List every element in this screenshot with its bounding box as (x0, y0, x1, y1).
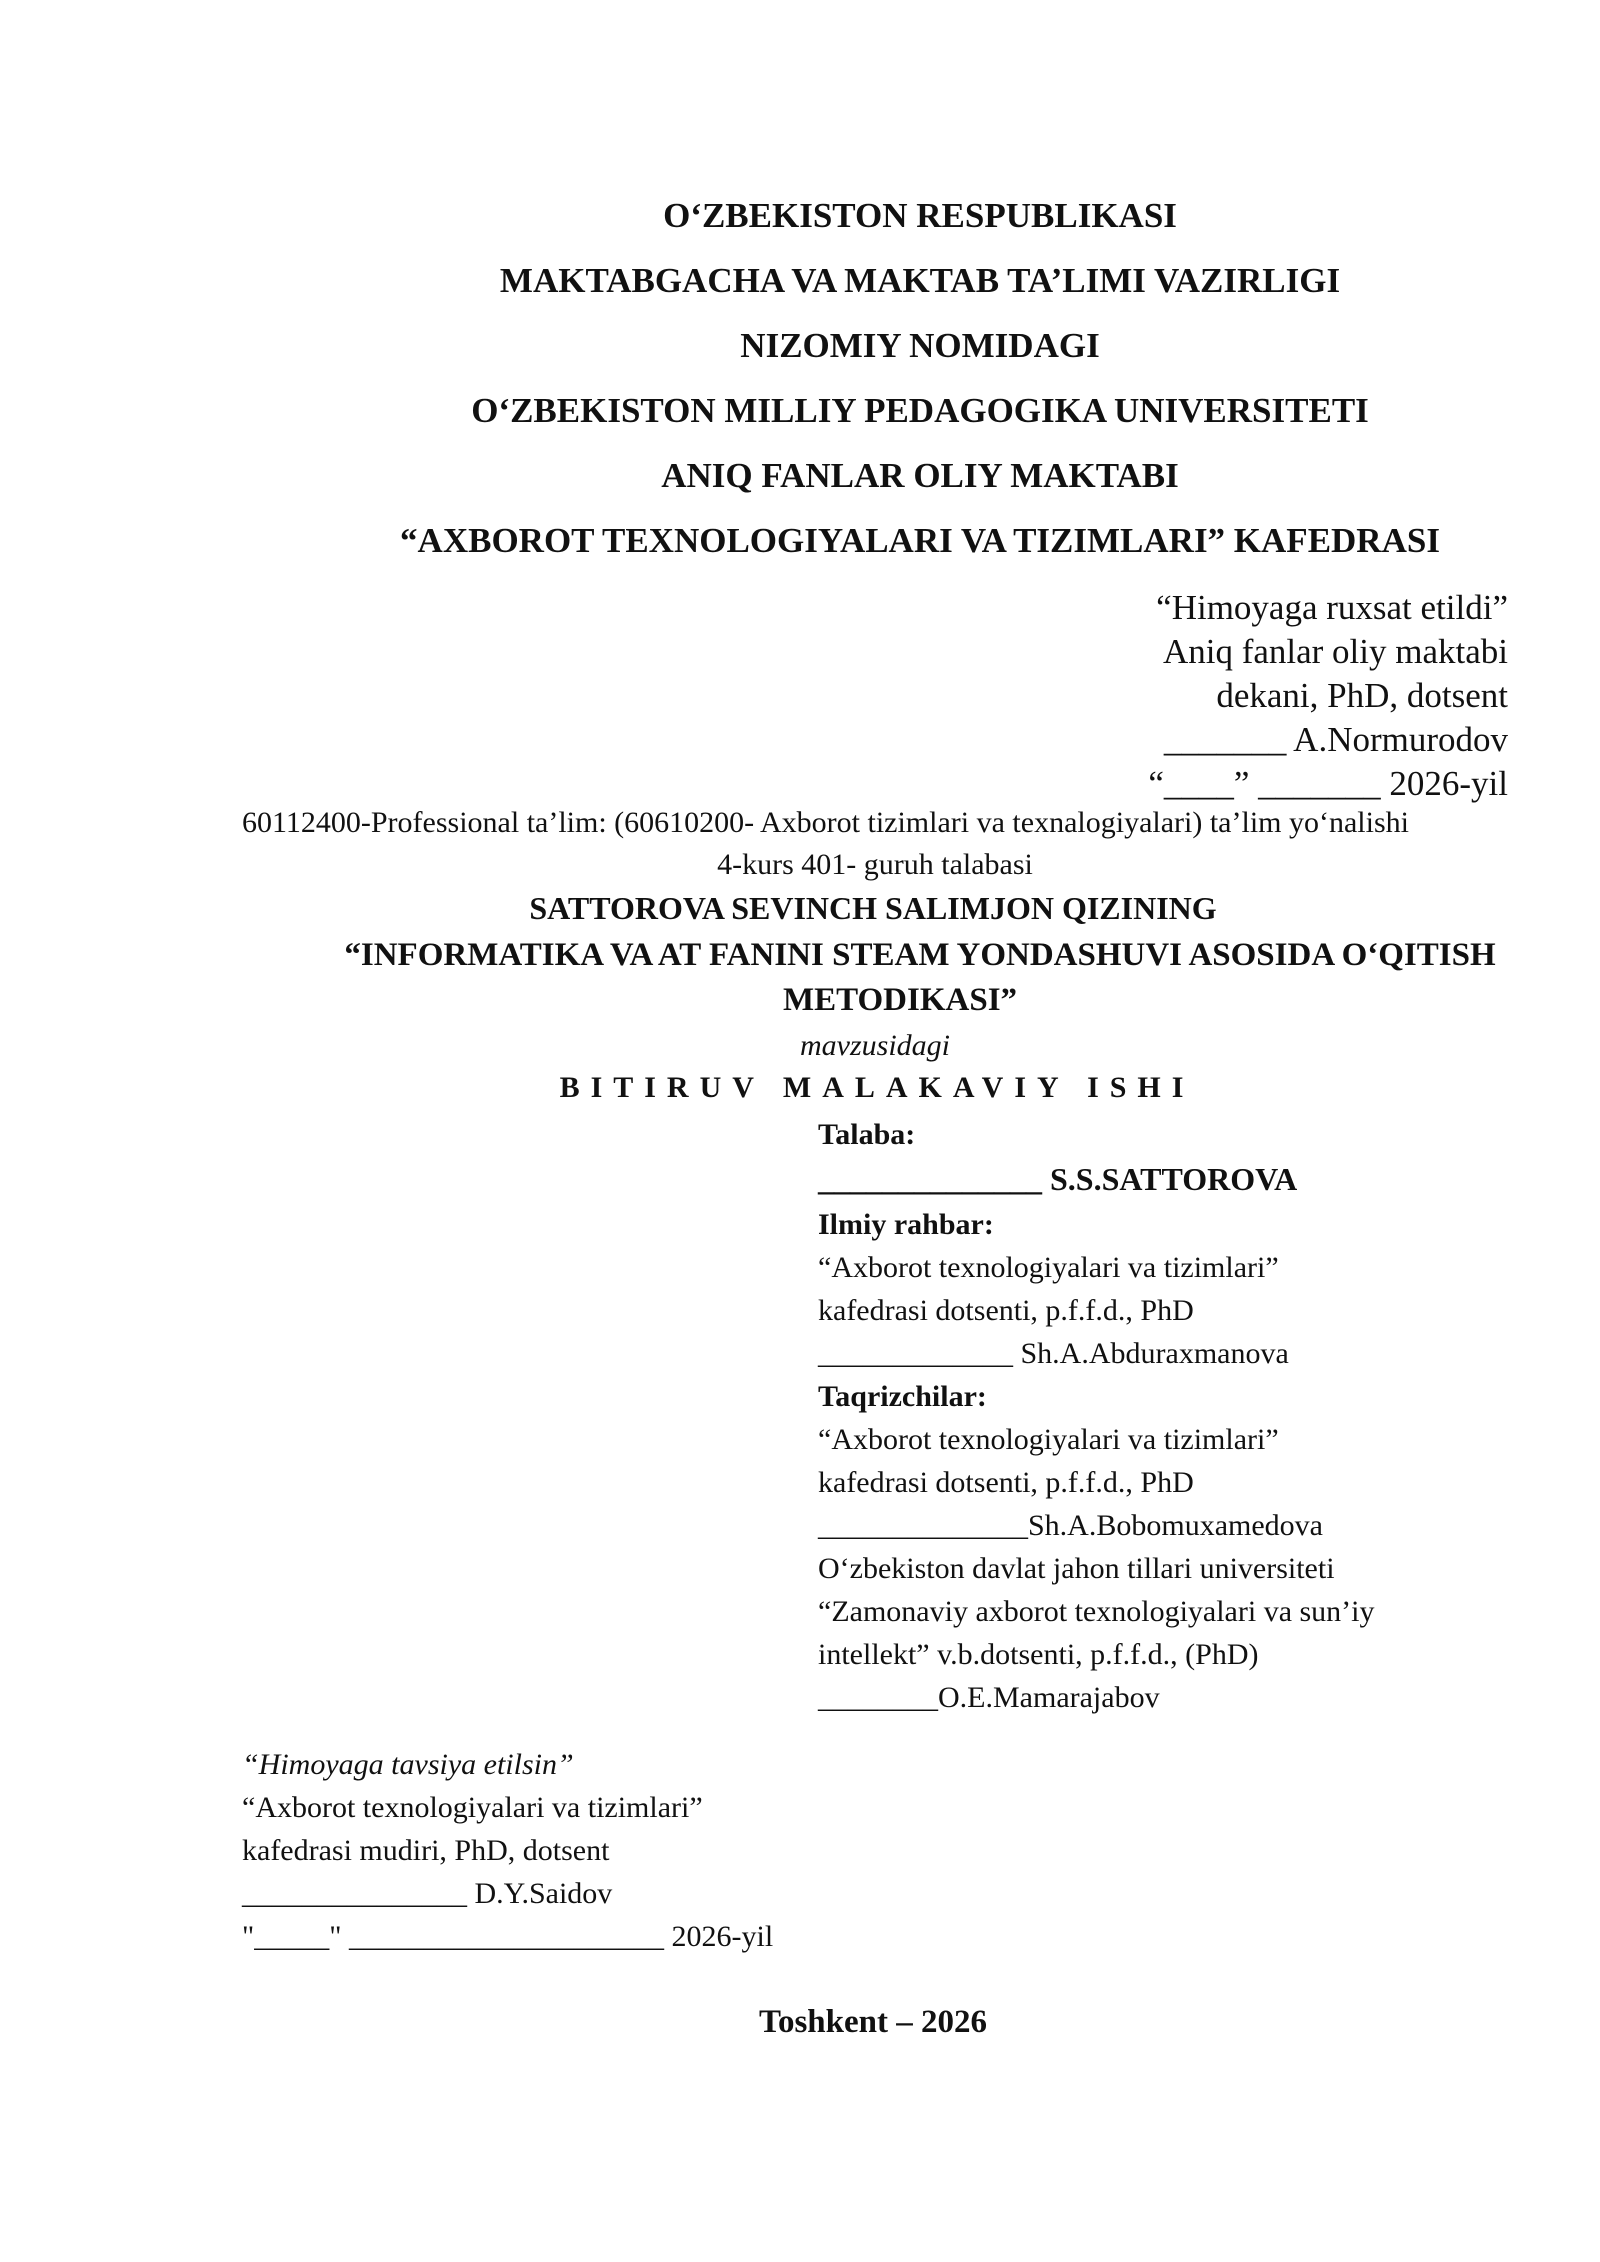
reviewer-1-signature: ______________Sh.A.Bobomuxamedova (818, 1509, 1323, 1542)
topic-line-1: “INFORMATIKA VA AT FANINI STEAM YONDASHUVI ASOSIDA O‘QITISH (344, 937, 1496, 973)
topic-suffix: mavzusidagi (800, 1029, 950, 1062)
header-named-after: NIZOMIY NOMIDAGI (740, 326, 1100, 365)
head-department: “Axborot texnologiyalari va tizimlari” (242, 1791, 703, 1824)
header-department: “AXBOROT TEXNOLOGIYALARI VA TIZIMLARI” KAFEDRASI (400, 521, 1440, 560)
recommendation-date: "_____" _____________________ 2026-yil (242, 1920, 774, 1953)
header-ministry: MAKTABGACHA VA MAKTAB TA’LIMI VAZIRLIGI (499, 261, 1341, 300)
advisor-position: kafedrasi dotsenti, p.f.f.d., PhD (818, 1294, 1194, 1327)
advisor-signature: _____________ Sh.A.Abduraxmanova (818, 1337, 1289, 1370)
header-university: O‘ZBEKISTON MILLIY PEDAGOGIKA UNIVERSITETI (471, 391, 1369, 430)
head-position: kafedrasi mudiri, PhD, dotsent (242, 1834, 610, 1867)
reviewers-label: Taqrizchilar: (818, 1380, 987, 1413)
header-school: ANIQ FANLAR OLIY MAKTABI (661, 456, 1179, 495)
student-label: Talaba: (818, 1118, 916, 1151)
recommendation-title: “Himoyaga tavsiya etilsin” (242, 1748, 574, 1781)
approval-date: “____” _______ 2026-yil (1148, 764, 1508, 803)
student-signature: ______________ S.S.SATTOROVA (818, 1161, 1298, 1197)
reviewer-1-department: “Axborot texnologiyalari va tizimlari” (818, 1423, 1279, 1456)
approval-position: dekani, PhD, dotsent (1216, 676, 1508, 715)
approval-block (908, 586, 1508, 806)
signatures-block (818, 1113, 1375, 1719)
reviewer-1-position: kafedrasi dotsenti, p.f.f.d., PhD (818, 1466, 1194, 1499)
approval-signature: _______ A.Normurodov (1163, 720, 1508, 759)
advisor-label: Ilmiy rahbar: (818, 1208, 994, 1241)
approval-school: Aniq fanlar oliy maktabi (1162, 632, 1508, 671)
advisor-department: “Axborot texnologiyalari va tizimlari” (818, 1251, 1279, 1284)
recommendation-block (242, 1743, 773, 1958)
student-name: SATTOROVA SEVINCH SALIMJON QIZINING (529, 890, 1217, 926)
header-country: O‘ZBEKISTON RESPUBLIKASI (663, 196, 1177, 235)
work-type: BITIRUV MALAKAVIY ISHI (559, 1071, 1195, 1104)
footer-city-year: Toshkent – 2026 (758, 2004, 988, 2040)
reviewer-2-department: “Zamonaviy axborot texnologiyalari va sun’iy (818, 1595, 1375, 1628)
head-signature: _______________ D.Y.Saidov (242, 1877, 613, 1910)
topic-line-2: METODIKASI” (782, 982, 1018, 1018)
program-line: 60112400-Professional ta’lim: (60610200- Axborot tizimlari va texnalogiyalari) ta’lim yo‘nalishi (242, 806, 1409, 839)
course-group: 4-kurs 401- guruh talabasi (717, 848, 1033, 881)
reviewer-2-university: O‘zbekiston davlat jahon tillari universiteti (818, 1552, 1335, 1585)
approval-title: “Himoyaga ruxsat etildi” (1156, 588, 1508, 627)
reviewer-2-signature: ________O.E.Mamarajabov (818, 1681, 1160, 1714)
reviewer-2-position: intellekt” v.b.dotsenti, p.f.f.d., (PhD) (818, 1638, 1259, 1671)
